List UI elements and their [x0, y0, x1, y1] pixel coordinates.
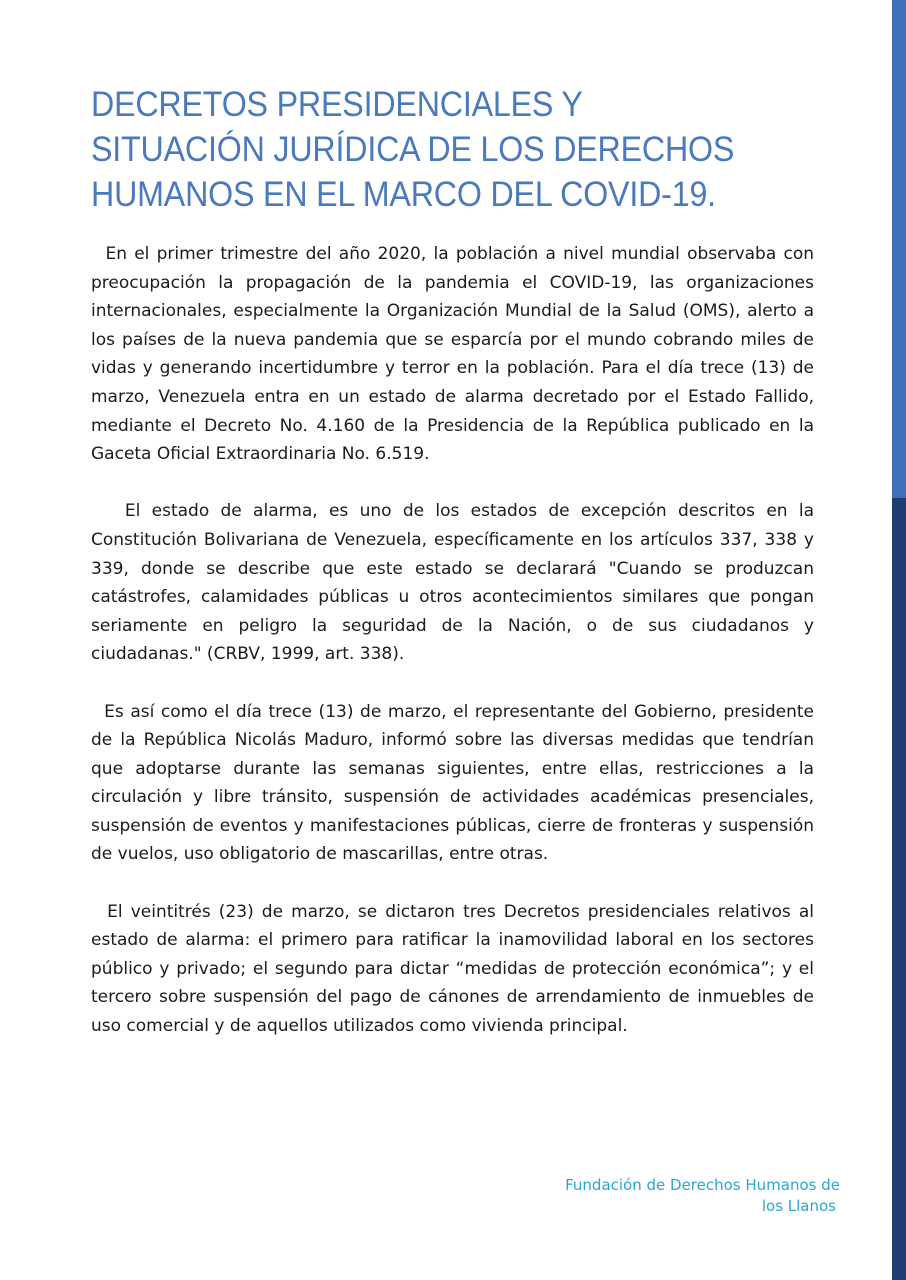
document-body: [91, 240, 814, 1069]
paragraph-4: El veintitrés (23) de marzo, se dictaron tres Decretos presidenciales relativos al estado de alarma: el primero para ratificar la inamovilidad laboral en los sectores público y privado; el segundo para dictar “medidas de protección económica”; y el tercero sobre suspensión del pago de cánones de arrendamiento de inmuebles de uso comercial y de aquellos utilizados como vivienda principal.: [91, 901, 814, 1037]
footer-line-1: Fundación de Derechos Humanos de: [565, 1176, 840, 1194]
footer-line-2: los Llanos: [761, 1197, 836, 1215]
paragraph-2: El estado de alarma, es uno de los estados de excepción descritos en la Constitución Bolivariana de Venezuela, específicamente en los artículos 337, 338 y 339, donde se describe que este estado se declarará "Cuando se produzcan catástrofes, calamidades públicas u otros acontecimientos similares que pongan seriamente en peligro la seguridad de la Nación, o de sus ciudadanos y ciudadanas." (CRBV, 1999, art. 338).: [91, 501, 814, 665]
paragraph-3: Es así como el día trece (13) de marzo, el representante del Gobierno, presidente de la República Nicolás Maduro, informó sobre las diversas medidas que tendrían que adoptarse durante las semanas siguientes, entre ellas, restricciones a la circulación y libre tránsito, suspensión de actividades académicas presenciales, suspensión de eventos y manifestaciones públicas, cierre de fronteras y suspensión de vuelos, uso obligatorio de mascarillas, entre otras.: [91, 701, 814, 865]
document-title: DECRETOS PRESIDENCIALES Y SITUACIÓN JURÍDICA DE LOS DERECHOS HUMANOS EN EL MARCO DEL COVID-19.: [91, 85, 735, 214]
side-accent-bar-top: [892, 0, 906, 498]
side-accent-bar-bottom: [892, 498, 906, 1280]
footer-organization: [520, 1175, 840, 1217]
paragraph-1: En el primer trimestre del año 2020, la población a nivel mundial observaba con preocupación la propagación de la pandemia el COVID-19, las organizaciones internacionales, especialmente la Organización Mundial de la Salud (OMS), alerto a los países de la nueva pandemia que se esparcía por el mundo cobrando miles de vidas y generando incertidumbre y terror en la población. Para el día trece (13) de marzo, Venezuela entra en un estado de alarma decretado por el Estado Fallido, mediante el Decreto No. 4.160 de la Presidencia de la República publicado en la Gaceta Oficial Extraordinaria No. 6.519.: [91, 244, 815, 465]
